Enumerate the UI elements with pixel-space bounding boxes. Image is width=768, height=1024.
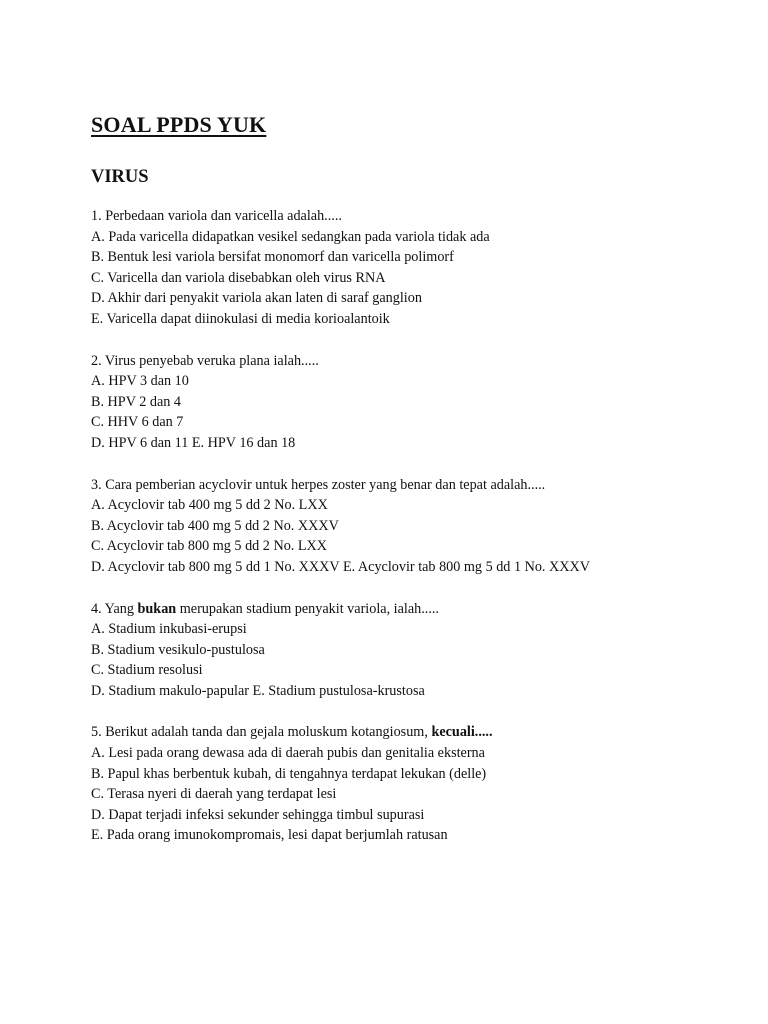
question-4 xyxy=(91,599,731,702)
answer-option: A. Lesi pada orang dewasa ada di daerah pubis dan genitalia eksterna xyxy=(91,745,485,762)
answer-option: B. HPV 2 dan 4 xyxy=(91,393,181,410)
answer-option: D. Stadium makulo-papular E. Stadium pustulosa-krustosa xyxy=(91,682,425,699)
question-stem xyxy=(91,722,731,743)
answer-option: C. Stadium resolusi xyxy=(91,662,203,679)
question-stem: 3. Cara pemberian acyclovir untuk herpes zoster yang benar dan tepat adalah..... xyxy=(91,476,546,493)
stem-emphasis: kecuali..... xyxy=(431,724,493,741)
answer-option: E. Pada orang imunokompromais, lesi dapat berjumlah ratusan xyxy=(91,827,448,844)
stem-text: 5. Berikut adalah tanda dan gejala moluskum kotangiosum, xyxy=(91,724,432,741)
question-2 xyxy=(91,351,731,454)
stem-text: merupakan stadium penyakit variola, ialah..... xyxy=(176,600,439,617)
answer-option: C. Varicella dan variola disebabkan oleh virus RNA xyxy=(91,269,386,286)
answer-option: A. Pada varicella didapatkan vesikel sedangkan pada variola tidak ada xyxy=(91,228,490,245)
question-5 xyxy=(91,722,731,846)
answer-option: D. Akhir dari penyakit variola akan laten di saraf ganglion xyxy=(91,290,422,307)
answer-option: C. HHV 6 dan 7 xyxy=(91,414,184,431)
document-page xyxy=(91,110,731,867)
answer-option: A. Stadium inkubasi-erupsi xyxy=(91,621,247,638)
stem-text: 4. Yang xyxy=(91,600,138,617)
answer-option: B. Bentuk lesi variola bersifat monomorf dan varicella polimorf xyxy=(91,249,454,266)
answer-option: C. Terasa nyeri di daerah yang terdapat lesi xyxy=(91,786,337,803)
question-1 xyxy=(91,206,731,330)
answer-option: A. HPV 3 dan 10 xyxy=(91,373,189,390)
answer-option: D. Dapat terjadi infeksi sekunder sehingga timbul supurasi xyxy=(91,806,425,823)
answer-option: C. Acyclovir tab 800 mg 5 dd 2 No. LXX xyxy=(91,538,328,555)
section-heading: VIRUS xyxy=(91,167,149,187)
question-stem xyxy=(91,599,731,620)
answer-option: B. Papul khas berbentuk kubah, di tengahnya terdapat lekukan (delle) xyxy=(91,765,487,782)
stem-emphasis: bukan xyxy=(137,600,177,617)
answer-option: D. Acyclovir tab 800 mg 5 dd 1 No. XXXV E. Acyclovir tab 800 mg 5 dd 1 No. XXXV xyxy=(91,558,591,575)
answer-option: B. Stadium vesikulo-pustulosa xyxy=(91,641,265,658)
answer-option: E. Varicella dapat diinokulasi di media korioalantoik xyxy=(91,310,390,327)
document-title: SOAL PPDS YUK xyxy=(91,112,267,137)
question-stem: 1. Perbedaan variola dan varicella adalah..... xyxy=(91,208,342,224)
answer-option: B. Acyclovir tab 400 mg 5 dd 2 No. XXXV xyxy=(91,517,339,534)
question-3 xyxy=(91,475,731,578)
question-stem: 2. Virus penyebab veruka plana ialah..... xyxy=(91,352,319,369)
question-list xyxy=(91,206,731,846)
answer-option: D. HPV 6 dan 11 E. HPV 16 dan 18 xyxy=(91,434,296,451)
answer-option: A. Acyclovir tab 400 mg 5 dd 2 No. LXX xyxy=(91,497,328,514)
